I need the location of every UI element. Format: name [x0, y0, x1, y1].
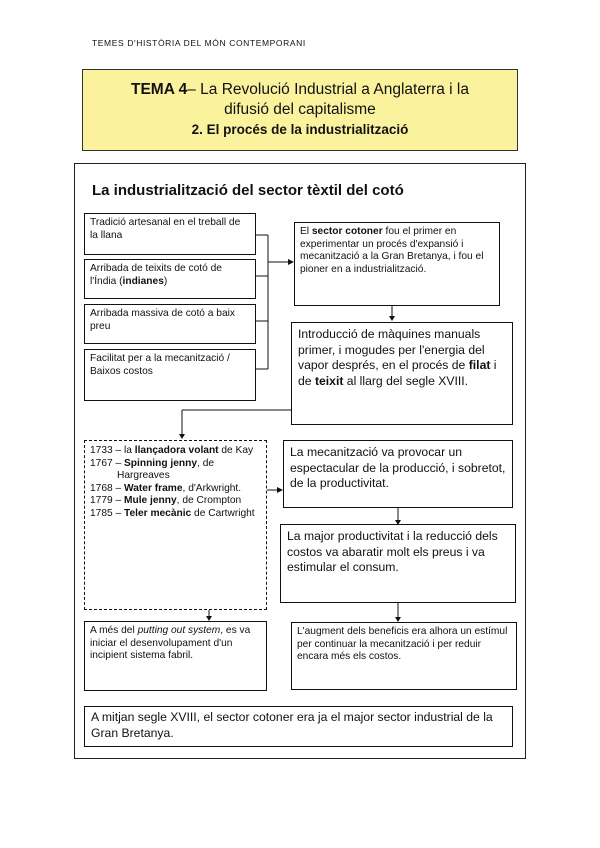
invention-item [90, 483, 261, 496]
invention-name: Mule jenny [124, 495, 177, 506]
productivity-text: La major productivitat i la reducció dels costos va abaratir molt els preus i va estimular el consum. [287, 529, 498, 574]
pioneer-text: El [300, 226, 312, 237]
factory-system-box [84, 621, 267, 691]
factory-text: , es va iniciar el desenvolupament d'un incipient sistema fabril. [90, 625, 251, 661]
cause-text: Arribada massiva de cotó a baix preu [90, 308, 235, 332]
invention-item [90, 495, 261, 508]
profits-box [291, 622, 517, 690]
invention-text: , d'Arkwright. [182, 482, 242, 494]
tema-label: TEMA 4 [130, 81, 188, 98]
mechanization-box [283, 440, 513, 508]
invention-text: , de Crompton [176, 495, 242, 506]
cause-text: Arribada de teixits de cotó de l'Índia ( [90, 263, 222, 287]
machines-box [291, 322, 513, 425]
inventions-list [90, 445, 261, 520]
cause-box-cheap-cotton [84, 304, 256, 344]
invention-item [90, 445, 261, 458]
diagram-title: La industrialització del sector tèxtil del cotó [92, 182, 404, 199]
factory-text: A més del [90, 625, 138, 636]
invention-year: 1733 – [90, 445, 122, 456]
mechanization-text: La mecanització va provocar un espectacular de la producció, i sobretot, de la productivitat. [290, 445, 506, 490]
invention-text: de Kay [218, 445, 254, 456]
machines-text: Introducció de màquines manuals primer, i mogudes per l'energia del vapor després, en el procés de [298, 327, 485, 372]
invention-name: Teler mecànic [124, 507, 192, 519]
pioneer-text: fou el primer en experimentar un procés d'expansió i mecanització a la Gran Bretanya, i fou el pioner en a industrialització. [300, 226, 484, 275]
productivity-box [280, 524, 516, 603]
invention-year: 1768 – [90, 482, 122, 494]
invention-name: llançadora volant [134, 445, 219, 456]
profits-text: L'augment dels beneficis era alhora un estímul per continuar la mecanització i per reduir encara més els costos. [297, 626, 508, 662]
conclusion-box [84, 706, 513, 747]
invention-year: 1767 – [90, 457, 122, 469]
page-header: TEMES D'HISTÒRIA DEL MÓN CONTEMPORANI [92, 38, 306, 48]
machines-text: al llarg del segle XVIII. [343, 373, 469, 388]
cause-text: Tradició artesanal en el treball de la llana [90, 217, 241, 241]
factory-text-italic: putting out system [137, 625, 221, 636]
cause-box-mechanization-ease [84, 349, 256, 401]
invention-text: , de Hargreaves [117, 457, 215, 481]
pioneer-text-bold: sector cotoner [311, 226, 383, 237]
title-line-1-rest: – La Revolució Industrial a Anglaterra i la [187, 81, 469, 98]
invention-item [90, 508, 261, 521]
invention-text: la [121, 445, 135, 456]
invention-year: 1785 – [90, 507, 122, 519]
section-subtitle: 2. El procés de la industrialització [191, 122, 409, 137]
invention-year: 1779 – [90, 495, 122, 506]
conclusion-text: A mitjan segle XVIII, el sector cotoner era ja el major sector industrial de la Gran Bretanya. [91, 710, 493, 740]
title-line-2: difusió del capitalisme [224, 101, 376, 118]
cause-box-wool-tradition [84, 213, 256, 255]
cause-text: Facilitat per a la mecanització / Baixos costos [90, 353, 230, 377]
cause-box-indian-fabrics [84, 259, 256, 299]
cause-text-bold: indianes [122, 275, 164, 287]
invention-text: de Cartwright [191, 507, 255, 519]
invention-item [90, 458, 261, 483]
pioneer-box [294, 222, 500, 306]
machines-bold: filat [468, 358, 491, 372]
invention-name: Water frame [124, 482, 183, 494]
inventions-box [84, 440, 267, 610]
invention-name: Spinning jenny [124, 457, 198, 469]
machines-text: i de [298, 358, 497, 388]
cause-text: ) [163, 275, 168, 287]
machines-bold: teixit [314, 373, 344, 388]
